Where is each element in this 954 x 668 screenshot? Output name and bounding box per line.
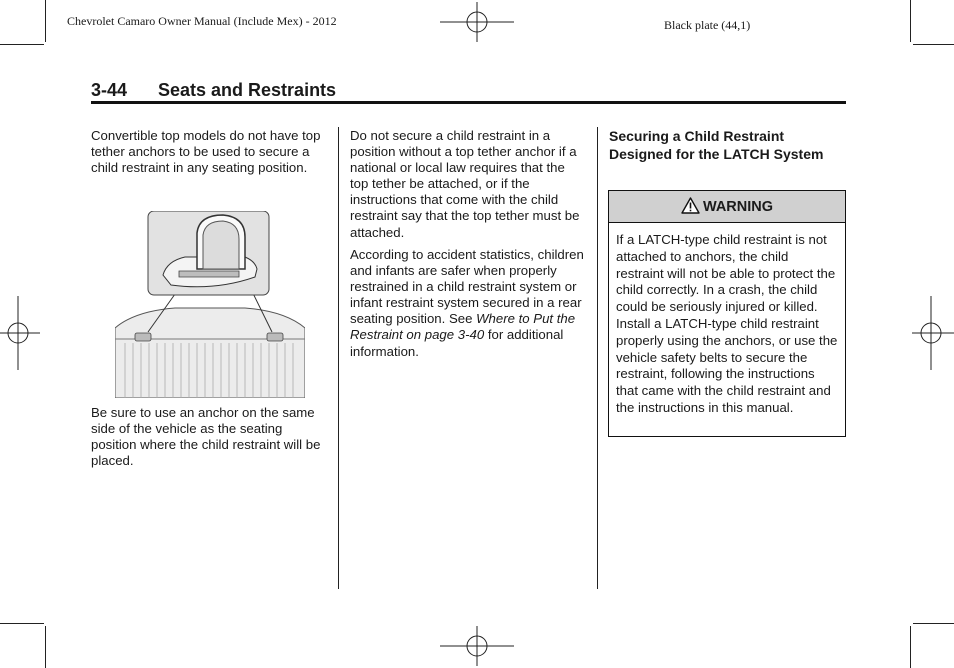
column2-paragraph: Do not secure a child restraint in a position without a top tether anchor if a national or local law requires that the top tether be attached, or if the instructions that come with the child restraint say that the top tether must be attached. — [350, 128, 580, 240]
paragraph-text: According to accident statistics, children and infants are safer when properly restrained in a child restraint system or infant restraint system secured in a rear seating position. See — [350, 247, 584, 327]
warning-header — [609, 191, 845, 223]
crop-mark — [45, 0, 46, 42]
crop-mark — [910, 626, 911, 668]
registration-mark-icon — [440, 626, 514, 666]
cross-reference-link[interactable]: Where to Put the Restraint on page 3-40 — [350, 311, 576, 343]
registration-mark-icon — [912, 296, 954, 370]
warning-text: If a LATCH-type child restraint is not attached to anchors, the child restraint will not be able to protect the child correctly. In a crash, the child could be seriously injured or killed. Install a LATCH-type child restraint properly using the anchors, or use the vehicle safety belts to secure the restraint, following the instructions that came with the child restraint and the instructions in this manual. — [616, 232, 838, 415]
paragraph-text: for additional information. — [350, 327, 564, 359]
crop-mark — [45, 626, 46, 668]
column1-paragraph: Be sure to use an anchor on the same side of the vehicle as the seating position where the child restraint will be placed. — [91, 405, 321, 469]
column-divider — [338, 127, 339, 589]
subsection-heading: Securing a Child Restraint Designed for the LATCH System — [609, 128, 824, 162]
registration-mark-icon — [0, 296, 40, 370]
column-divider — [597, 127, 598, 589]
manual-title: Chevrolet Camaro Owner Manual (Include Mex) - 2012 — [67, 14, 337, 28]
warning-label: WARNING — [702, 199, 774, 215]
registration-mark-icon — [440, 2, 514, 42]
warning-triangle-icon — [681, 197, 700, 214]
crop-mark — [0, 44, 44, 45]
column2-paragraph — [350, 247, 586, 360]
crop-mark — [0, 623, 44, 624]
section-title: Seats and Restraints — [158, 80, 337, 100]
section-heading — [91, 80, 336, 101]
plate-label: Black plate (44,1) — [664, 18, 751, 32]
seat-anchor-illustration — [115, 211, 305, 398]
warning-box — [608, 190, 846, 437]
section-number: 3-44 — [91, 80, 128, 100]
heading-rule — [91, 101, 846, 104]
crop-mark — [910, 0, 911, 42]
crop-mark — [913, 623, 954, 624]
column1-paragraph: Convertible top models do not have top tether anchors to be used to secure a child restraint in any seating position. — [91, 128, 321, 176]
crop-mark — [913, 44, 954, 45]
